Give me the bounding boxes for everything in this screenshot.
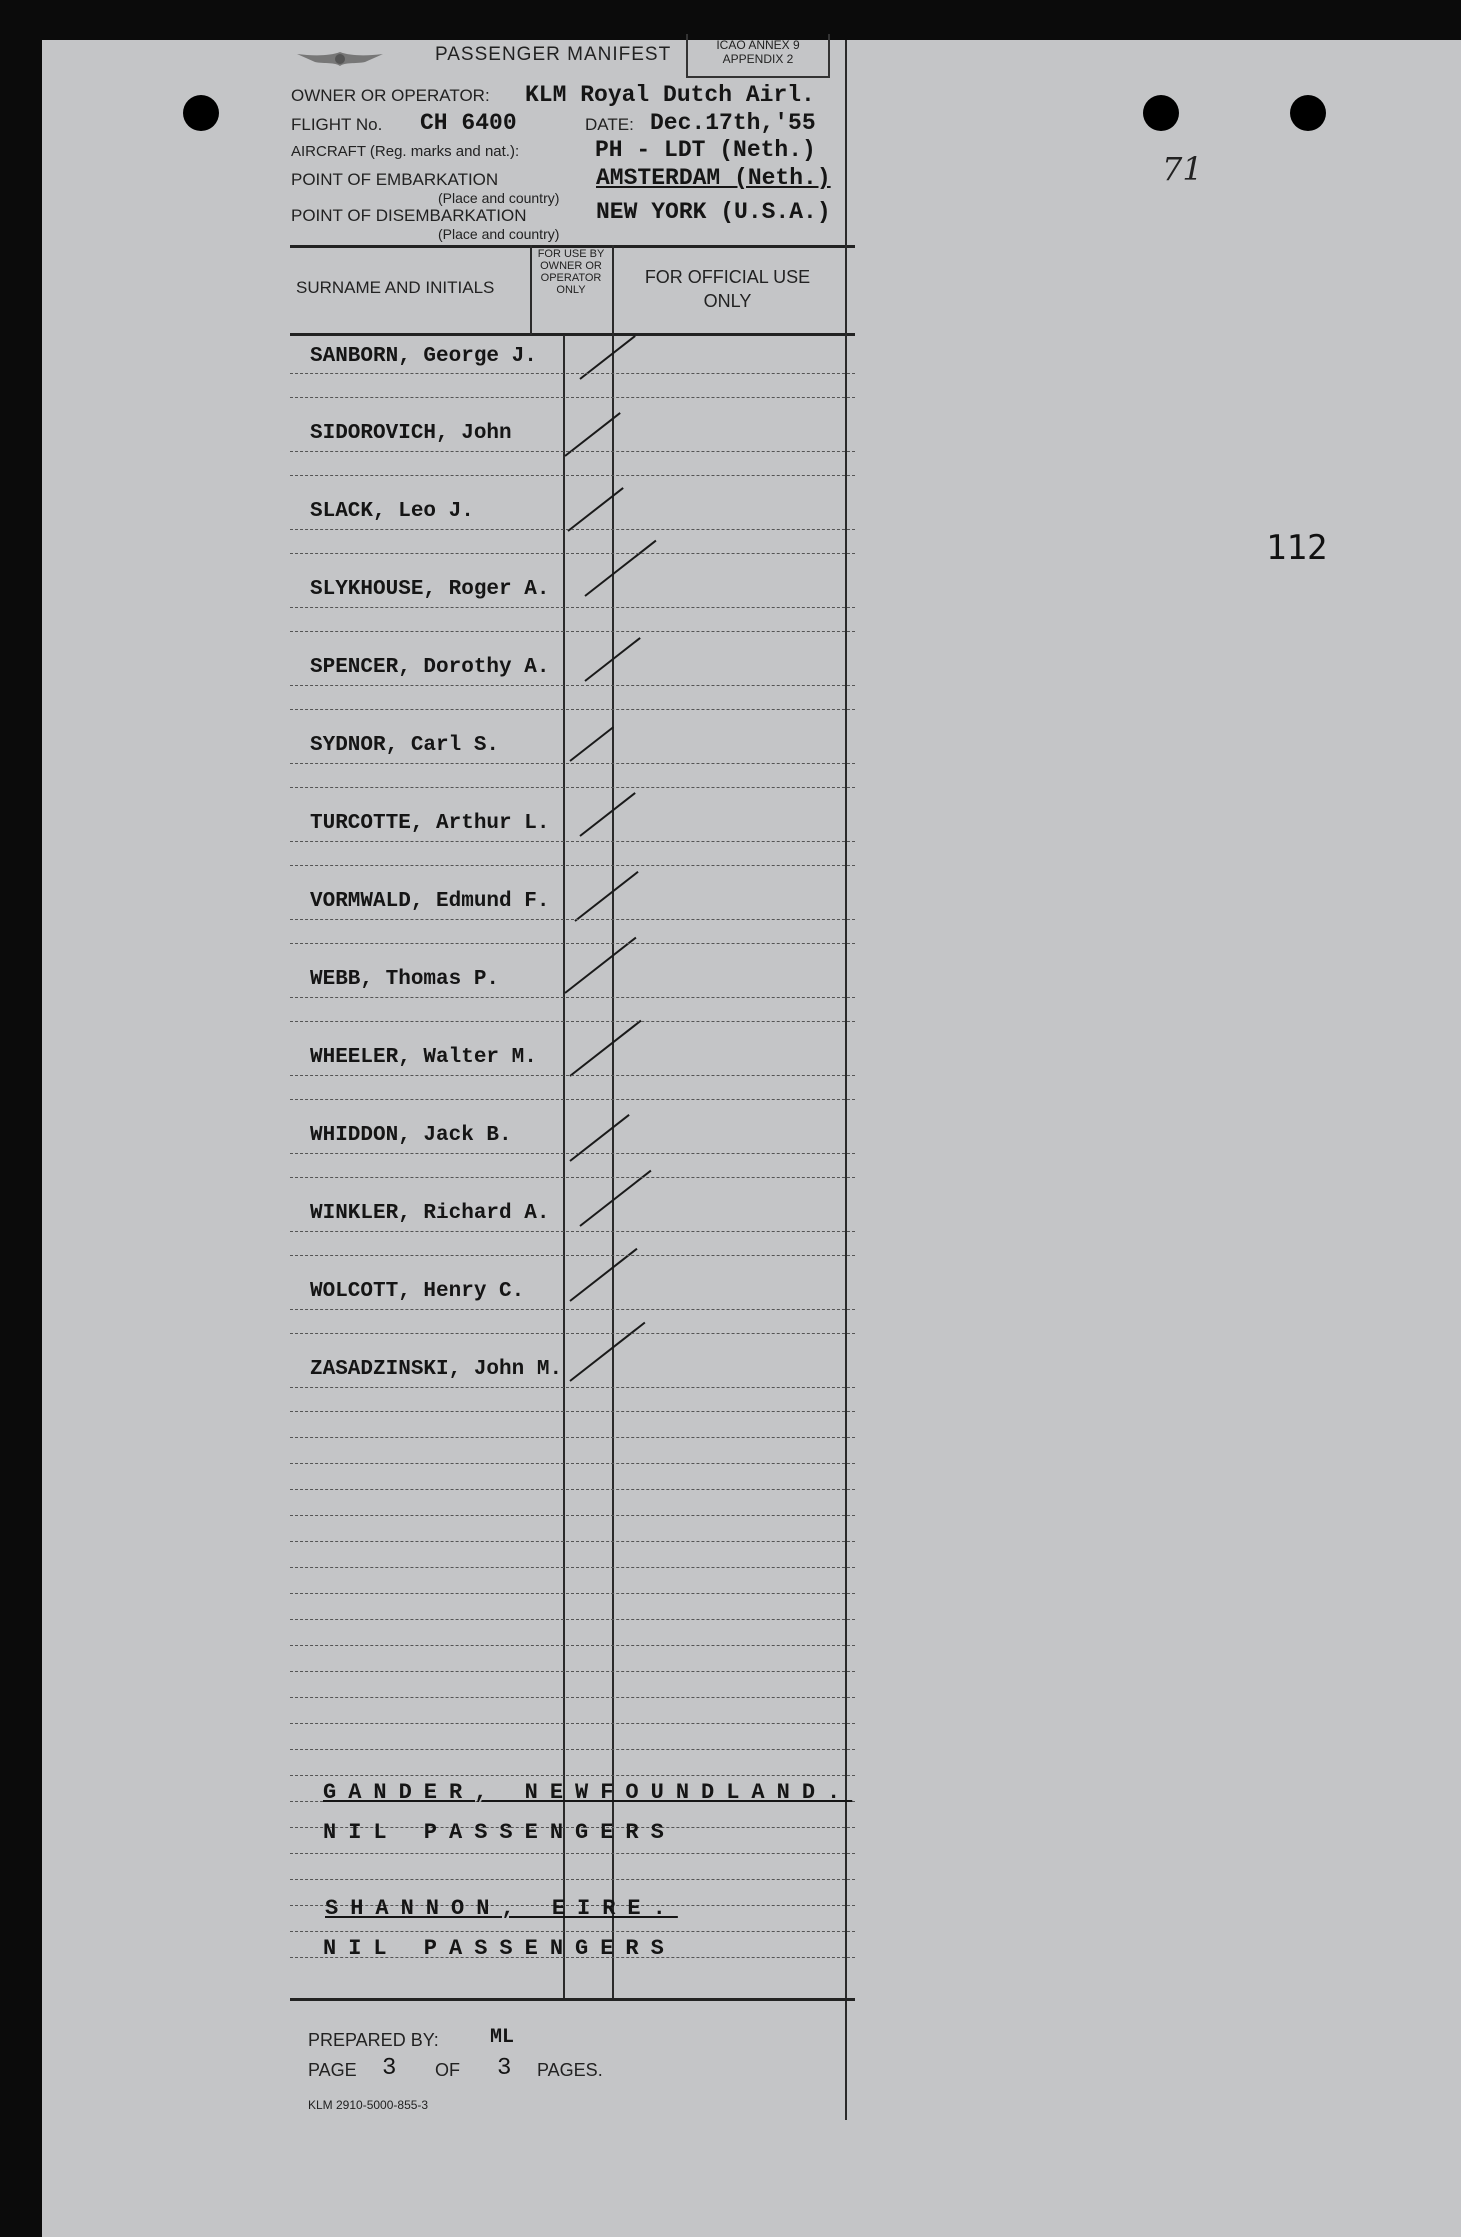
col-official-use-heading: FOR OFFICIAL USE ONLY (644, 267, 811, 311)
footer-rule (290, 1998, 855, 2001)
passenger-row: WINKLER, Richard A. (310, 1202, 550, 1225)
row-rule (290, 553, 855, 554)
punch-hole-right-1 (1143, 95, 1179, 131)
col-owner-use-heading: FOR USE BY OWNER OR OPERATOR ONLY (537, 248, 605, 296)
date-label: DATE: (585, 115, 634, 134)
row-rule (290, 1153, 855, 1154)
row-rule (290, 1853, 855, 1854)
column-heading-rule (290, 333, 855, 336)
row-rule (290, 1931, 855, 1932)
gander-stop: GANDER, NEWFOUNDLAND. (323, 1780, 853, 1805)
form-code: KLM 2910-5000-855-3 (308, 2098, 429, 2112)
owner-value: KLM Royal Dutch Airl. (525, 82, 815, 108)
row-rule (290, 943, 855, 944)
col-surname-heading: SURNAME AND INITIALS (296, 278, 495, 297)
row-rule (290, 1645, 855, 1646)
flight-label: FLIGHT No. (291, 115, 383, 134)
right-border-line (845, 40, 847, 2120)
row-rule (290, 997, 855, 998)
row-rule (290, 1099, 855, 1100)
passenger-row: VORMWALD, Edmund F. (310, 890, 550, 913)
passenger-row: TURCOTTE, Arthur L. (310, 812, 550, 835)
passenger-row: WHIDDON, Jack B. (310, 1124, 512, 1147)
row-rule (290, 1671, 855, 1672)
row-rule (290, 451, 855, 452)
row-rule (290, 1437, 855, 1438)
row-rule (290, 1775, 855, 1776)
row-rule (290, 1489, 855, 1490)
row-rule (290, 1541, 855, 1542)
page-number: 3 (382, 2055, 397, 2082)
row-rule (290, 1619, 855, 1620)
passenger-row: WHEELER, Walter M. (310, 1046, 537, 1069)
row-rule (290, 1515, 855, 1516)
row-rule (290, 841, 855, 842)
passenger-row: SLYKHOUSE, Roger A. (310, 578, 550, 601)
row-rule (290, 919, 855, 920)
page-label: PAGE (308, 2060, 357, 2080)
shannon-nil-passengers: NIL PASSENGERS (323, 1936, 676, 1961)
place-country-note-2: (Place and country) (438, 226, 560, 242)
punch-hole-right-2 (1290, 95, 1326, 131)
disembarkation-label: POINT OF DISEMBARKATION (291, 206, 527, 225)
prepared-by-label: PREPARED BY: (308, 2030, 439, 2050)
row-rule (290, 1723, 855, 1724)
flight-value: CH 6400 (420, 110, 517, 136)
row-rule (290, 865, 855, 866)
shannon-stop: SHANNON, EIRE. (325, 1896, 678, 1921)
aircraft-label: AIRCRAFT (Reg. marks and nat.): (291, 143, 520, 160)
row-rule (290, 529, 855, 530)
stamped-page-number: 112 (1266, 528, 1328, 568)
row-rule (290, 607, 855, 608)
row-rule (290, 1309, 855, 1310)
total-pages: 3 (497, 2055, 512, 2082)
punch-hole-left (183, 95, 219, 131)
passenger-row: WEBB, Thomas P. (310, 968, 500, 991)
row-rule (290, 373, 855, 374)
owner-label: OWNER OR OPERATOR: (291, 86, 490, 105)
row-rule (290, 763, 855, 764)
of-label: OF (435, 2060, 460, 2080)
row-rule (290, 631, 855, 632)
row-rule (290, 685, 855, 686)
row-rule (290, 1231, 855, 1232)
manifest-sheet (42, 40, 1461, 2237)
handwritten-number: 71 (1162, 150, 1203, 188)
row-rule (290, 787, 855, 788)
gander-nil-passengers: NIL PASSENGERS (323, 1820, 676, 1845)
row-rule (290, 1463, 855, 1464)
row-rule (290, 1021, 855, 1022)
appendix-box (686, 34, 830, 78)
row-rule (290, 1387, 855, 1388)
prepared-by-value: ML (490, 2026, 515, 2049)
passenger-row: SANBORN, George J. (310, 345, 537, 368)
row-rule (290, 1333, 855, 1334)
date-value: Dec.17th,'55 (650, 110, 816, 136)
manifest-title: PASSENGER MANIFEST (435, 44, 672, 65)
row-rule (290, 1749, 855, 1750)
airline-wings-logo (295, 48, 385, 70)
passenger-row: SYDNOR, Carl S. (310, 734, 500, 757)
row-rule (290, 1411, 855, 1412)
pages-label: PAGES. (537, 2060, 603, 2080)
passenger-row: SIDOROVICH, John (310, 422, 512, 445)
row-rule (290, 1255, 855, 1256)
left-column-divider (530, 245, 532, 335)
place-country-note-1: (Place and country) (438, 190, 560, 206)
embarkation-label: POINT OF EMBARKATION (291, 170, 499, 189)
row-rule (290, 1075, 855, 1076)
row-rule (290, 1177, 855, 1178)
appendix-line-1: ICAO ANNEX 9 (716, 38, 800, 52)
aircraft-value: PH - LDT (Neth.) (595, 137, 816, 163)
owner-column-line-right (612, 245, 614, 2000)
row-rule (290, 1567, 855, 1568)
row-rule (290, 397, 855, 398)
passenger-row: ZASADZINSKI, John M. (310, 1358, 563, 1381)
appendix-line-2: APPENDIX 2 (722, 52, 794, 66)
row-rule (290, 709, 855, 710)
disembarkation-value: NEW YORK (U.S.A.) (596, 199, 831, 225)
passenger-row: SLACK, Leo J. (310, 500, 474, 523)
row-rule (290, 475, 855, 476)
row-rule (290, 1593, 855, 1594)
passenger-row: SPENCER, Dorothy A. (310, 656, 550, 679)
row-rule (290, 1697, 855, 1698)
embarkation-value: AMSTERDAM (Neth.) (596, 165, 831, 191)
passenger-row: WOLCOTT, Henry C. (310, 1280, 525, 1303)
row-rule (290, 1879, 855, 1880)
owner-column-line-left (563, 335, 565, 2000)
